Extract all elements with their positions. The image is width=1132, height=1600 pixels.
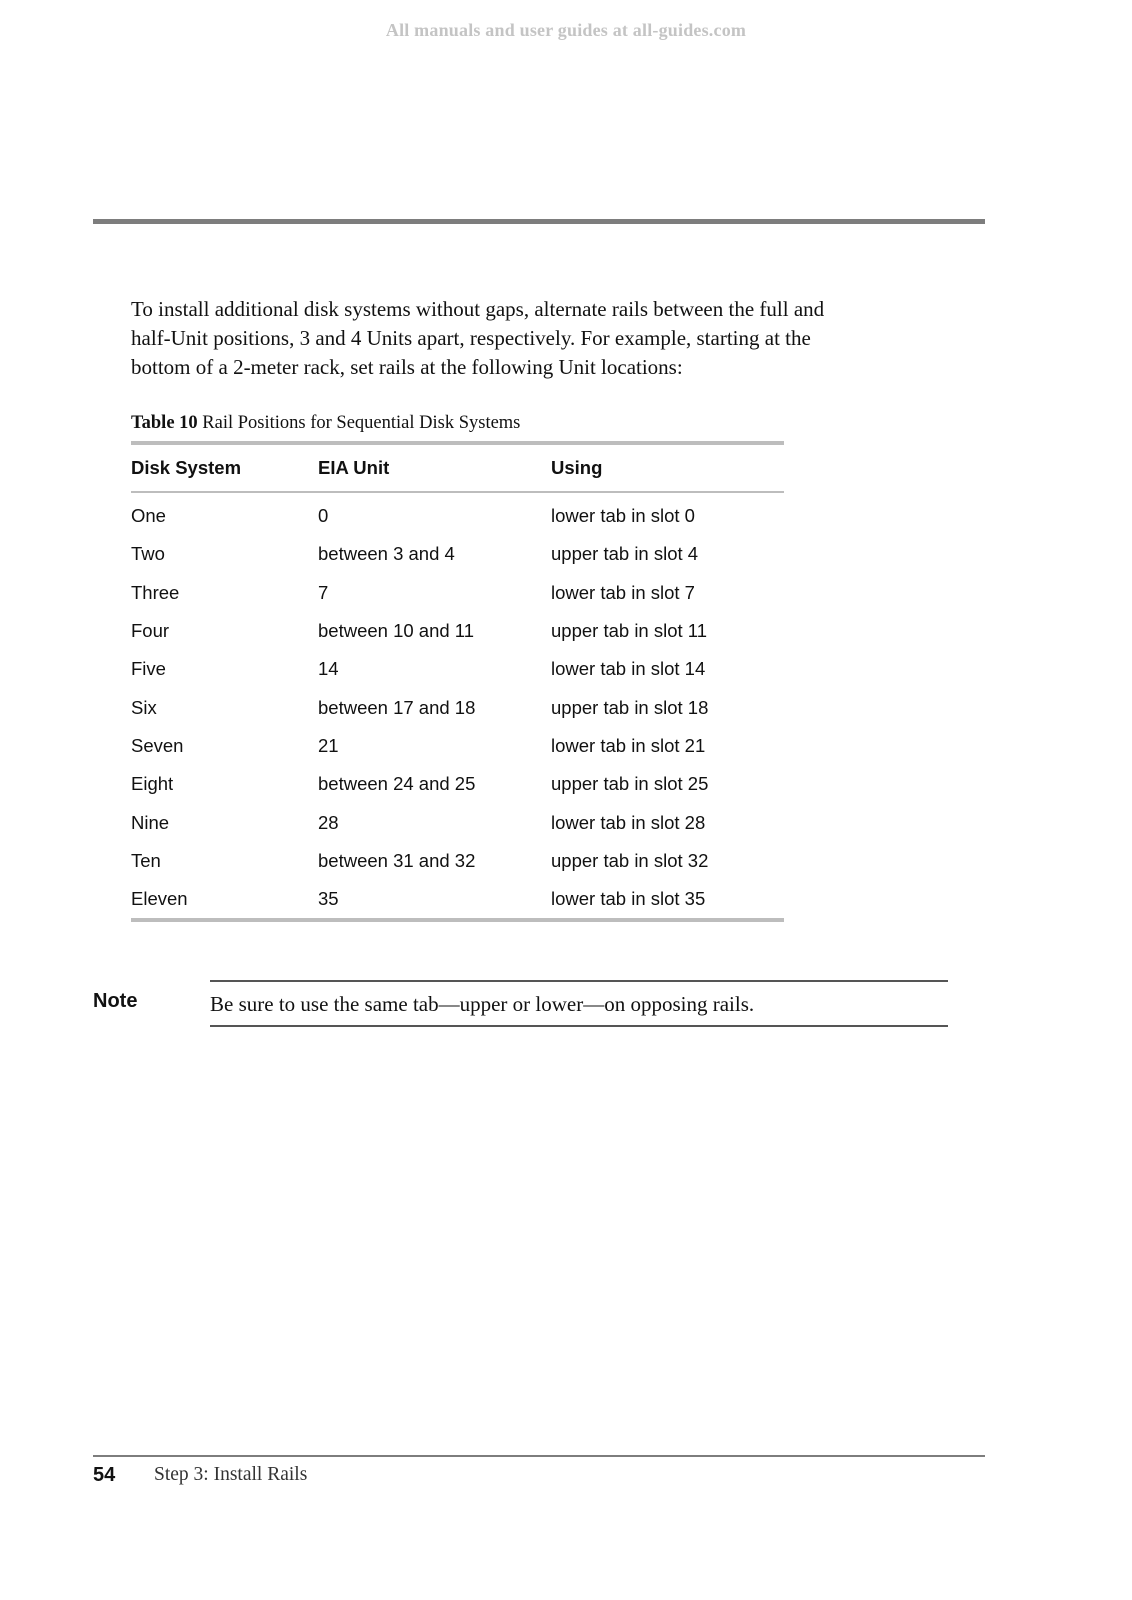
cell-eia-unit: 7	[318, 581, 329, 603]
intro-line: half-Unit positions, 3 and 4 Units apart, respectively. For example, starting at the	[131, 326, 811, 350]
table-row	[131, 497, 784, 535]
cell-using: lower tab in slot 7	[551, 581, 695, 603]
cell-disk-system: Eight	[131, 773, 174, 795]
footer-section-title: Step 3: Install Rails	[154, 1464, 308, 1485]
table-row	[131, 803, 784, 841]
cell-eia-unit: between 10 and 11	[318, 620, 475, 642]
column-header-using: Using	[551, 457, 603, 478]
rail-positions-table	[131, 441, 784, 922]
cell-eia-unit: 28	[318, 811, 339, 833]
table-row	[131, 765, 784, 803]
cell-using: lower tab in slot 14	[551, 658, 706, 680]
page-number: 54	[93, 1464, 116, 1486]
column-header-disk-system: Disk System	[131, 457, 242, 478]
note-text: Be sure to use the same tab—upper or lower—on opposing rails.	[210, 992, 755, 1016]
table-header-row	[131, 445, 784, 491]
table-row	[131, 535, 784, 573]
table-row	[131, 727, 784, 765]
cell-disk-system: Four	[131, 620, 170, 642]
intro-line: To install additional disk systems without gaps, alternate rails between the full and	[131, 297, 825, 321]
cell-eia-unit: between 24 and 25	[318, 773, 476, 795]
cell-using: upper tab in slot 18	[551, 696, 709, 718]
cell-eia-unit: between 17 and 18	[318, 696, 476, 718]
table-body	[131, 493, 784, 918]
cell-eia-unit: 0	[318, 505, 329, 527]
cell-disk-system: Eleven	[131, 888, 188, 910]
table-row	[131, 842, 784, 880]
footer-rule	[93, 1455, 985, 1457]
note-box	[210, 980, 948, 1027]
cell-disk-system: Seven	[131, 734, 184, 756]
table-row	[131, 688, 784, 726]
table-row	[131, 612, 784, 650]
cell-eia-unit: 14	[318, 658, 339, 680]
header-rule	[93, 219, 985, 224]
cell-eia-unit: 21	[318, 734, 339, 756]
cell-disk-system: Three	[131, 581, 180, 603]
cell-using: upper tab in slot 25	[551, 773, 709, 795]
table-bottom-rule	[131, 918, 784, 922]
intro-paragraph	[131, 295, 931, 382]
table-caption-number: Table 10	[131, 413, 198, 433]
watermark: All manuals and user guides at all-guides.com	[385, 20, 747, 40]
cell-using: upper tab in slot 4	[551, 543, 699, 565]
cell-using: upper tab in slot 11	[551, 620, 707, 642]
cell-using: upper tab in slot 32	[551, 849, 709, 871]
table-caption-title: Rail Positions for Sequential Disk Systems	[202, 413, 521, 433]
column-header-eia-unit: EIA Unit	[318, 457, 390, 478]
table-row	[131, 650, 784, 688]
table-row	[131, 880, 784, 918]
table-caption	[131, 413, 520, 434]
cell-disk-system: One	[131, 505, 166, 527]
cell-disk-system: Ten	[131, 849, 161, 871]
intro-line: bottom of a 2-meter rack, set rails at the following Unit locations:	[131, 355, 683, 379]
cell-using: lower tab in slot 0	[551, 505, 695, 527]
cell-disk-system: Nine	[131, 811, 170, 833]
cell-using: lower tab in slot 21	[551, 734, 706, 756]
cell-disk-system: Two	[131, 543, 165, 565]
cell-using: lower tab in slot 28	[551, 811, 706, 833]
table	[131, 445, 784, 491]
note-label: Note	[93, 990, 138, 1012]
table-row	[131, 574, 784, 612]
cell-disk-system: Six	[131, 696, 157, 718]
cell-disk-system: Five	[131, 658, 166, 680]
cell-eia-unit: between 31 and 32	[318, 849, 476, 871]
cell-eia-unit: 35	[318, 888, 339, 910]
cell-using: lower tab in slot 35	[551, 888, 706, 910]
cell-eia-unit: between 3 and 4	[318, 543, 455, 565]
